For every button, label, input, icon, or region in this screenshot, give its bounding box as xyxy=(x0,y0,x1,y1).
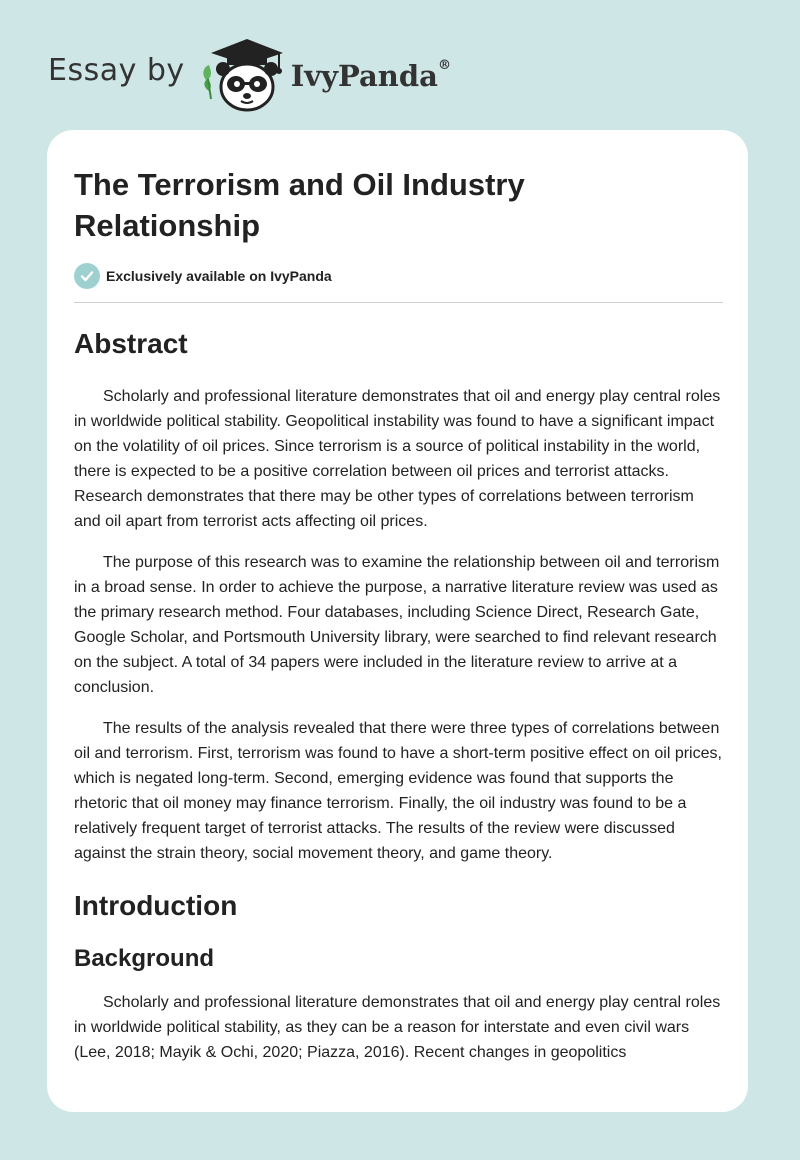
site-header xyxy=(48,34,451,114)
brand-name xyxy=(291,59,451,93)
brand-text: IvyPanda xyxy=(290,59,438,93)
introduction-heading: Introduction xyxy=(74,890,238,921)
background-heading: Background xyxy=(74,945,215,972)
essay-card xyxy=(47,130,748,1112)
essay-content xyxy=(74,322,724,1065)
exclusive-badge xyxy=(74,263,332,289)
abstract-paragraph: The purpose of this research was to examine the relationship between oil and terrorism in a broad sense. In order to achieve the purpose, a narrative literature review was used as the primary research method. Four databases, including Science Direct, Research Gate, Google Scholar, and Portsmouth University library, were searched to find relevant research on the subject. A total of 34 papers were included in the literature review to arrive at a conclusion. xyxy=(74,554,720,696)
abstract-paragraph: Scholarly and professional literature demonstrates that oil and energy play central roles in worldwide political stability. Geopolitical instability was found to have a significant impact on the volatility of oil prices. Since terrorism is a source of political instability in the world, there is expected to be a positive correlation between oil prices and terrorist attacks. Research demonstrates that there may be other types of correlations between terrorism and oil apart from terrorist acts affecting oil prices. xyxy=(74,388,721,530)
essay-by-label: Essay by xyxy=(48,52,185,88)
essay-title: The Terrorism and Oil Industry Relationship xyxy=(74,167,525,243)
exclusive-label: Exclusively available on IvyPanda xyxy=(106,268,332,284)
title-divider xyxy=(74,302,723,303)
abstract-heading: Abstract xyxy=(74,328,188,359)
ivypanda-logo[interactable] xyxy=(199,35,451,113)
abstract-paragraph: The results of the analysis revealed that there were three types of correlations between oil and terrorism. First, terrorism was found to have a short-term positive effect on oil prices, which is negated long-term. Second, emerging evidence was found that supports the rhetoric that oil money may finance terrorism. Finally, the oil industry was found to be a relatively frequent target of terrorist attacks. The results of the review were discussed against the strain theory, social movement theory, and game theory. xyxy=(74,720,722,862)
background-paragraph: Scholarly and professional literature demonstrates that oil and energy play central roles in worldwide political stability, as they can be a reason for interstate and even civil wars (Lee, 2018; Mayik & Ochi, 2020; Piazza, 2016). Recent changes in geopolitics xyxy=(74,994,721,1061)
registered-mark: ® xyxy=(437,58,451,74)
checkmark-icon xyxy=(74,263,100,289)
panda-graduation-cap-icon xyxy=(199,35,285,113)
